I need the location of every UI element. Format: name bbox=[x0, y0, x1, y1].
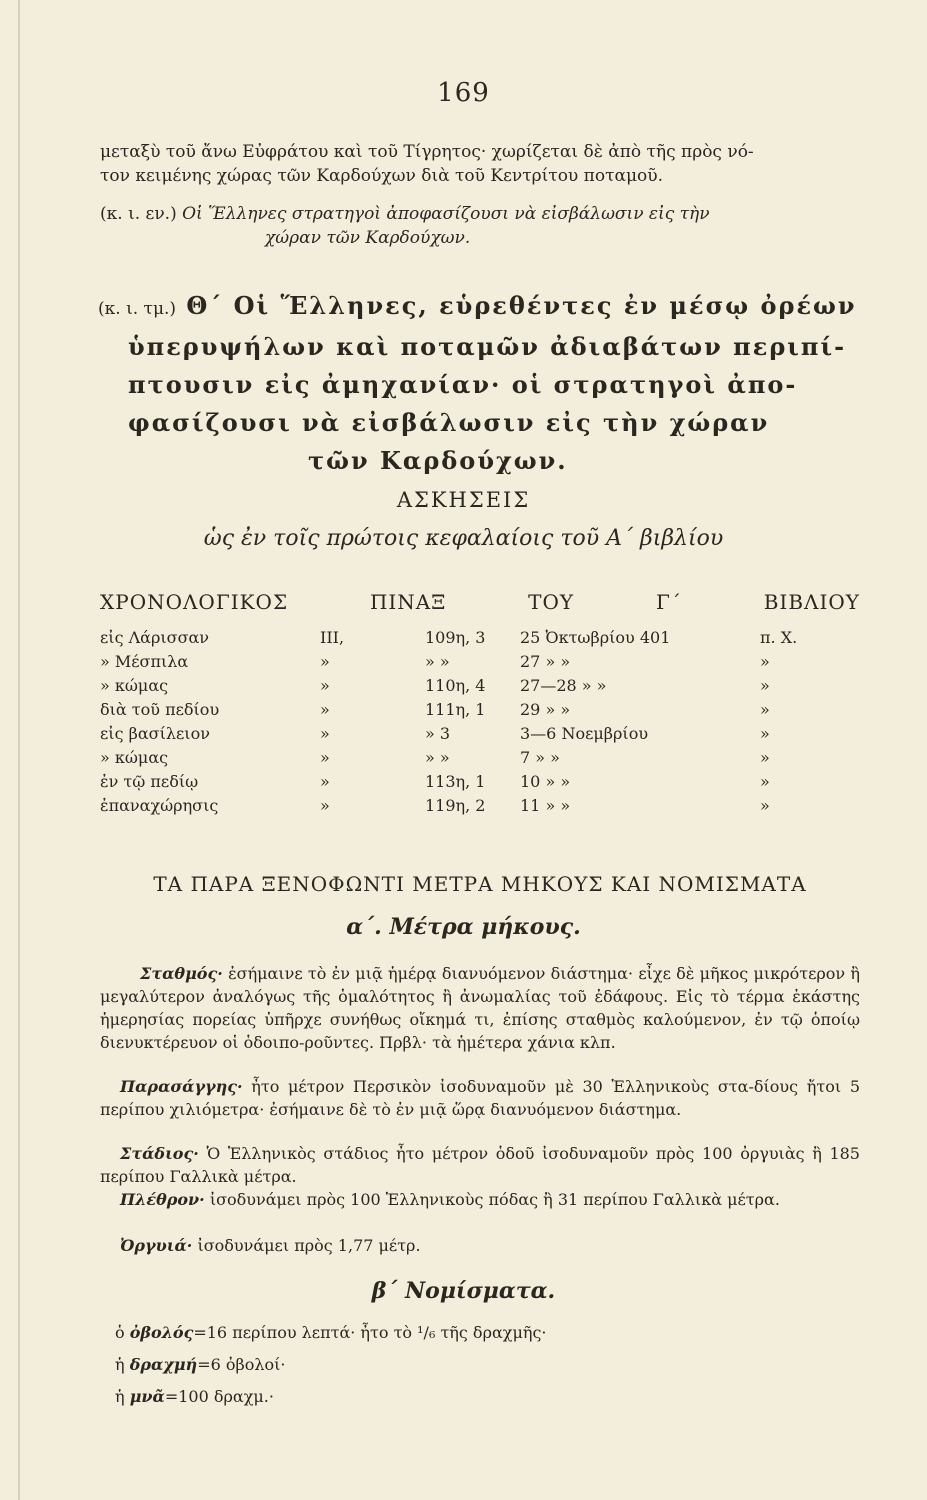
exercises-title: ΑΣΚΗΣΕΙΣ bbox=[396, 488, 531, 512]
ki-tm-line: ὑπερυψήλων καὶ ποταμῶν ἀδιαβάτων περιπί- bbox=[128, 332, 847, 361]
table-row bbox=[100, 748, 860, 770]
cell-place: » κώμας bbox=[100, 748, 169, 767]
cell-page: 109η, 3 bbox=[425, 628, 486, 647]
ki-tm-line: τῶν Καρδούχων. bbox=[308, 446, 568, 475]
ki-en-text-2: χώραν τῶν Καρδούχων. bbox=[265, 228, 471, 248]
coin-text: =6 ὀβολοί· bbox=[197, 1355, 286, 1374]
measures-subtitle-b: β΄ Νομίσματα. bbox=[371, 1278, 556, 1304]
cell-place: ἐν τῷ πεδίῳ bbox=[100, 772, 199, 791]
coin-term: δραχμή bbox=[129, 1355, 198, 1374]
cell-place: εἰς βασίλειον bbox=[100, 724, 210, 743]
table-heading-word: ΒΙΒΛΙΟΥ bbox=[763, 590, 860, 614]
table-heading-word: ΠΙΝΑΞ bbox=[369, 590, 447, 614]
table-row bbox=[100, 724, 860, 746]
cell-roman: » bbox=[320, 748, 330, 767]
intro-line: μεταξὺ τοῦ ἄνω Εὐφράτου καὶ τοῦ Τίγρητος· χωρίζεται δὲ ἀπὸ τῆς πρὸς νό- bbox=[100, 142, 754, 162]
cell-era: » bbox=[760, 724, 770, 743]
term-plethron: Πλέθρον· bbox=[120, 1190, 205, 1209]
coin-article: ἡ bbox=[115, 1387, 125, 1406]
cell-date: 7 » » bbox=[520, 748, 560, 767]
cell-roman: » bbox=[320, 796, 330, 815]
cell-roman: » bbox=[320, 700, 330, 719]
cell-page: » » bbox=[425, 652, 450, 671]
cell-era: » bbox=[760, 796, 770, 815]
table-heading-word: ΤΟΥ bbox=[528, 590, 575, 614]
cell-page: 110η, 4 bbox=[425, 676, 486, 695]
page-number: 169 bbox=[437, 78, 490, 108]
ki-tm-marker: (κ. ι. τμ.) bbox=[98, 299, 177, 319]
def-stadios-text: Ὁ Ἑλληνικὸς στάδιος ἦτο μέτρον ὁδοῦ ἰσοδυναμοῦν πρὸς 100 ὀργυιὰς ἢ 185 περίπου Γαλλικὰ μέτρα. bbox=[100, 1144, 860, 1186]
table-row bbox=[100, 772, 860, 794]
cell-roman: » bbox=[320, 676, 330, 695]
cell-date: 10 » » bbox=[520, 772, 571, 791]
coin-mna bbox=[115, 1386, 274, 1408]
ki-tm-line: πτουσιν εἰς ἀμηχανίαν· οἱ στρατηγοὶ ἀπο- bbox=[128, 370, 798, 399]
measures-subtitle-a: α΄. Μέτρα μήκους. bbox=[346, 914, 581, 940]
cell-date: 3—6 Νοεμβρίου bbox=[520, 724, 649, 743]
intro-line: τον κειμένης χώρας τῶν Καρδούχων διὰ τοῦ Κεντρίτου ποταμοῦ. bbox=[100, 166, 663, 186]
def-stathmos-text: ἐσήμαινε τὸ ἐν μιᾷ ἡμέρᾳ διανυόμενον διάστημα· εἶχε δὲ μῆκος μικρότερον ἢ μεγαλύτερον ἀναλόγως τῆς ὁμαλότητος ἢ ἀνωμαλίας τοῦ ἐδάφους. Εἰς τὸ τέρμα ἑκάστης ἡμερησίας πορείας ὑπῆρχε συνήθως οἴκημά τι, ἐπίσης σταθμὸς καλούμενον, ἐν τῷ ὁποίῳ διενυκτέρευον οἱ ὁδοιπο-ροῦντες. Πρβλ· τὰ ἡμέτερα χάνια κλπ. bbox=[100, 964, 861, 1052]
ki-tm-line: Θ΄ Οἱ Ἕλληνες, εὑρεθέντες ἐν μέσῳ ὀρέων bbox=[186, 291, 857, 320]
cell-era: » bbox=[760, 676, 770, 695]
summary-ki-tm bbox=[98, 287, 858, 480]
def-parasangis-text: ἦτο μέτρον Περσικὸν ἰσοδυναμοῦν μὲ 30 Ἑλληνικοὺς στα-δίους ἤτοι 5 περίπου χιλιόμετρα· ἐσήμαινε δὲ τὸ ἐν μιᾷ ὥρᾳ διανυόμενον διάστημα. bbox=[100, 1077, 861, 1119]
measures-title: ΤΑ ΠΑΡΑ ΞΕΝΟΦΩΝΤΙ ΜΕΤΡΑ ΜΗΚΟΥΣ ΚΑΙ ΝΟΜΙΣΜΑΤΑ bbox=[153, 872, 807, 896]
table-row bbox=[100, 652, 860, 674]
cell-roman: » bbox=[320, 724, 330, 743]
def-plethron-text: ἰσοδυνάμει πρὸς 100 Ἑλληνικοὺς πόδας ἢ 31 περίπου Γαλλικὰ μέτρα. bbox=[209, 1190, 780, 1209]
def-orgyia bbox=[100, 1234, 860, 1257]
cell-date: 27 » » bbox=[520, 652, 571, 671]
table-heading bbox=[100, 590, 860, 614]
cell-place: διὰ τοῦ πεδίου bbox=[100, 700, 220, 719]
cell-place: » Μέσπιλα bbox=[100, 652, 189, 671]
coin-drachmi bbox=[115, 1354, 286, 1376]
cell-era: » bbox=[760, 700, 770, 719]
ki-en-marker: (κ. ι. εν.) bbox=[100, 204, 177, 224]
ki-en-text: Οἱ Ἕλληνες στρατηγοὶ ἀποφασίζουσι νὰ εἰσβάλωσιν εἰς τὴν bbox=[182, 204, 710, 224]
cell-date: 29 » » bbox=[520, 700, 571, 719]
table-row bbox=[100, 796, 860, 818]
coin-term: μνᾶ bbox=[129, 1387, 165, 1406]
cell-date: 11 » » bbox=[520, 796, 571, 815]
cell-place: εἰς Λάρισσαν bbox=[100, 628, 210, 647]
cell-place: » κώμας bbox=[100, 676, 169, 695]
cell-roman: » bbox=[320, 652, 330, 671]
coin-article: ἡ bbox=[115, 1355, 125, 1374]
cell-page: 111η, 1 bbox=[425, 700, 486, 719]
cell-era: π. Χ. bbox=[760, 628, 798, 647]
def-stadios bbox=[100, 1142, 860, 1188]
ki-tm-line: φασίζουσι νὰ εἰσβάλωσιν εἰς τὴν χώραν bbox=[128, 408, 770, 437]
def-stathmos bbox=[100, 962, 860, 1054]
cell-era: » bbox=[760, 748, 770, 767]
table-row bbox=[100, 676, 860, 698]
term-stathmos: Σταθμός· bbox=[140, 964, 223, 983]
def-parasangis bbox=[100, 1075, 860, 1121]
term-orgyia: Ὀργυιά· bbox=[120, 1236, 193, 1255]
cell-era: » bbox=[760, 652, 770, 671]
table-row bbox=[100, 628, 860, 650]
margin-rule bbox=[18, 0, 20, 1500]
cell-roman: III, bbox=[320, 628, 345, 647]
def-plethron bbox=[100, 1188, 860, 1211]
def-orgyia-text: ἰσοδυνάμει πρὸς 1,77 μέτρ. bbox=[197, 1236, 421, 1255]
cell-date: 25 Ὀκτωβρίου 401 bbox=[520, 628, 671, 647]
intro-paragraph bbox=[100, 140, 860, 188]
cell-place: ἐπαναχώρησις bbox=[100, 796, 219, 815]
coin-obolos bbox=[115, 1322, 547, 1344]
coin-term: ὀβολός bbox=[129, 1323, 194, 1342]
cell-page: » 3 bbox=[425, 724, 451, 743]
cell-page: » » bbox=[425, 748, 450, 767]
cell-page: 113η, 1 bbox=[425, 772, 486, 791]
cell-era: » bbox=[760, 772, 770, 791]
table-heading-word: Γ΄ bbox=[655, 590, 682, 614]
coin-article: ὁ bbox=[115, 1323, 125, 1342]
term-parasangis: Παρασάγγης· bbox=[120, 1077, 243, 1096]
table-heading-word: ΧΡΟΝΟΛΟΓΙΚΟΣ bbox=[100, 590, 289, 614]
cell-date: 27—28 » » bbox=[520, 676, 607, 695]
cell-roman: » bbox=[320, 772, 330, 791]
coin-text: =16 περίπου λεπτά· ἦτο τὸ ¹/₆ τῆς δραχμῆς· bbox=[193, 1323, 547, 1342]
summary-ki-en bbox=[100, 202, 860, 250]
exercises-subtitle: ὡς ἐν τοῖς πρώτοις κεφαλαίοις τοῦ Α΄ βιβλίου bbox=[203, 526, 724, 551]
table-row bbox=[100, 700, 860, 722]
coin-text: =100 δραχμ.· bbox=[164, 1387, 274, 1406]
cell-page: 119η, 2 bbox=[425, 796, 486, 815]
term-stadios: Στάδιος· bbox=[120, 1144, 199, 1163]
